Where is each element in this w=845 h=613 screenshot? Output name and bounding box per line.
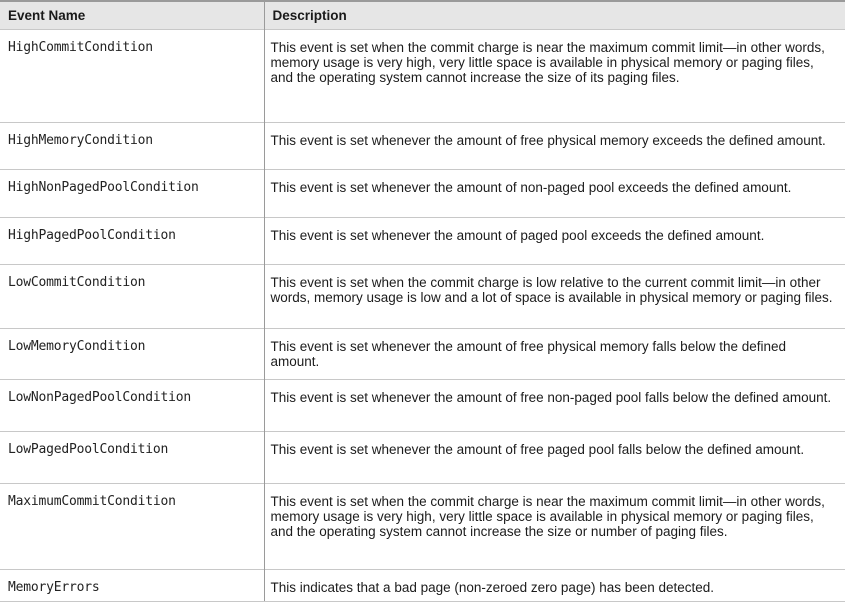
description-cell: This event is set when the commit charge is near the maximum commit limit—in other words, memory usage is very high, very little space is available in physical memory or paging files, and the operating system cannot increase the size or number of paging files. — [264, 483, 845, 569]
description-cell: This event is set whenever the amount of free physical memory falls below the defined amount. — [264, 328, 845, 379]
table-row — [0, 483, 845, 569]
event-name-cell: LowPagedPoolCondition — [0, 431, 264, 483]
event-name-cell: MaximumCommitCondition — [0, 483, 264, 569]
event-name-cell: HighPagedPoolCondition — [0, 217, 264, 264]
table-row — [0, 379, 845, 431]
event-name-cell: LowMemoryCondition — [0, 328, 264, 379]
description-cell: This event is set whenever the amount of non-paged pool exceeds the defined amount. — [264, 169, 845, 217]
event-name-cell: LowCommitCondition — [0, 264, 264, 328]
description-cell: This event is set whenever the amount of free non-paged pool falls below the defined amount. — [264, 379, 845, 431]
table-row — [0, 217, 845, 264]
event-name-cell: HighNonPagedPoolCondition — [0, 169, 264, 217]
description-cell: This event is set whenever the amount of free physical memory exceeds the defined amount. — [264, 122, 845, 169]
table-row — [0, 264, 845, 328]
table-row — [0, 431, 845, 483]
table-row — [0, 29, 845, 122]
event-name-cell: MemoryErrors — [0, 569, 264, 601]
table-row — [0, 169, 845, 217]
description-cell: This indicates that a bad page (non-zeroed zero page) has been detected. — [264, 569, 845, 601]
description-cell: This event is set when the commit charge is low relative to the current commit limit—in other words, memory usage is low and a lot of space is available in physical memory or paging files. — [264, 264, 845, 328]
table-row — [0, 328, 845, 379]
event-name-cell: HighMemoryCondition — [0, 122, 264, 169]
table-row — [0, 122, 845, 169]
table-row — [0, 569, 845, 601]
description-cell: This event is set whenever the amount of paged pool exceeds the defined amount. — [264, 217, 845, 264]
column-header-event-name: Event Name — [8, 8, 86, 24]
description-cell: This event is set whenever the amount of free paged pool falls below the defined amount. — [264, 431, 845, 483]
column-header-description: Description — [264, 1, 845, 29]
event-name-cell: LowNonPagedPoolCondition — [0, 379, 264, 431]
description-cell: This event is set when the commit charge is near the maximum commit limit—in other words, memory usage is very high, very little space is available in physical memory or paging files, and the operating system cannot increase the size of its paging files. — [264, 29, 845, 122]
table-header-row — [0, 1, 845, 29]
event-name-cell: HighCommitCondition — [0, 29, 264, 122]
